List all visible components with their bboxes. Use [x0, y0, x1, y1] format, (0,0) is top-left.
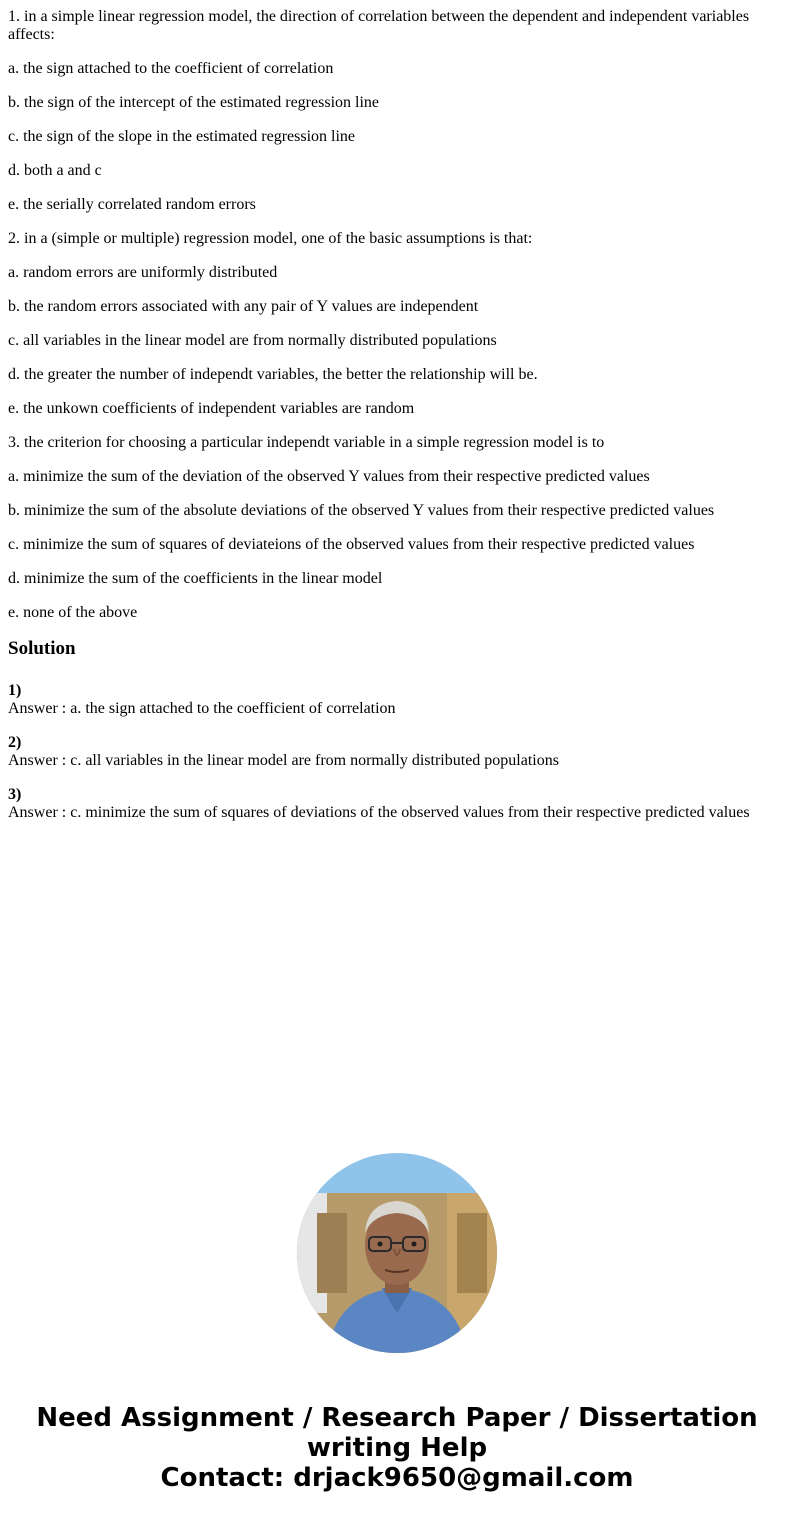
- question-1-option-b: b. the sign of the intercept of the estimated regression line: [8, 94, 379, 111]
- tutor-avatar: [297, 1153, 497, 1353]
- promo-footer: [0, 1403, 794, 1493]
- question-2-option-d: d. the greater the number of independt variables, the better the relationship will be.: [8, 366, 538, 383]
- question-3-option-a: a. minimize the sum of the deviation of the observed Y values from their respective predicted values: [8, 468, 650, 485]
- answer-2-number: 2): [8, 734, 22, 751]
- promo-line-2: writing Help: [306, 1433, 488, 1463]
- question-3-option-c: c. minimize the sum of squares of deviateions of the observed values from their respective predicted values: [8, 536, 695, 553]
- answer-3: [8, 786, 786, 822]
- answer-1-text: Answer : a. the sign attached to the coefficient of correlation: [8, 700, 396, 717]
- question-2-option-e: e. the unkown coefficients of independent variables are random: [8, 400, 415, 417]
- question-3-option-e: e. none of the above: [8, 604, 138, 621]
- solution-heading: Solution: [8, 638, 76, 659]
- answer-2-text: Answer : c. all variables in the linear model are from normally distributed populations: [8, 752, 559, 769]
- question-3-stem: 3. the criterion for choosing a particular independt variable in a simple regression model is to: [8, 434, 605, 451]
- answer-1: [8, 682, 786, 718]
- question-1-option-d: d. both a and c: [8, 162, 102, 179]
- question-1-stem: 1. in a simple linear regression model, the direction of correlation between the dependent and independent variables affects:: [8, 8, 750, 43]
- question-2-option-b: b. the random errors associated with any pair of Y values are independent: [8, 298, 479, 315]
- question-2-option-c: c. all variables in the linear model are from normally distributed populations: [8, 332, 497, 349]
- answer-3-text: Answer : c. minimize the sum of squares of deviations of the observed values from their respective predicted values: [8, 804, 750, 821]
- question-3-option-b: b. minimize the sum of the absolute deviations of the observed Y values from their respective predicted values: [8, 502, 715, 519]
- answer-2: [8, 734, 786, 770]
- promo-line-1: Need Assignment / Research Paper / Dissertation: [36, 1403, 758, 1433]
- promo-contact: Contact: drjack9650@gmail.com: [160, 1463, 634, 1493]
- question-2-stem: 2. in a (simple or multiple) regression model, one of the basic assumptions is that:: [8, 230, 533, 247]
- question-1-option-c: c. the sign of the slope in the estimated regression line: [8, 128, 356, 145]
- question-1-option-a: a. the sign attached to the coefficient of correlation: [8, 60, 334, 77]
- question-3-option-d: d. minimize the sum of the coefficients in the linear model: [8, 570, 383, 587]
- answer-3-number: 3): [8, 786, 22, 803]
- question-1-option-e: e. the serially correlated random errors: [8, 196, 256, 213]
- answer-1-number: 1): [8, 682, 22, 699]
- tutor-portrait-image: [297, 1153, 497, 1353]
- question-2-option-a: a. random errors are uniformly distributed: [8, 264, 278, 281]
- document-body: [8, 8, 786, 838]
